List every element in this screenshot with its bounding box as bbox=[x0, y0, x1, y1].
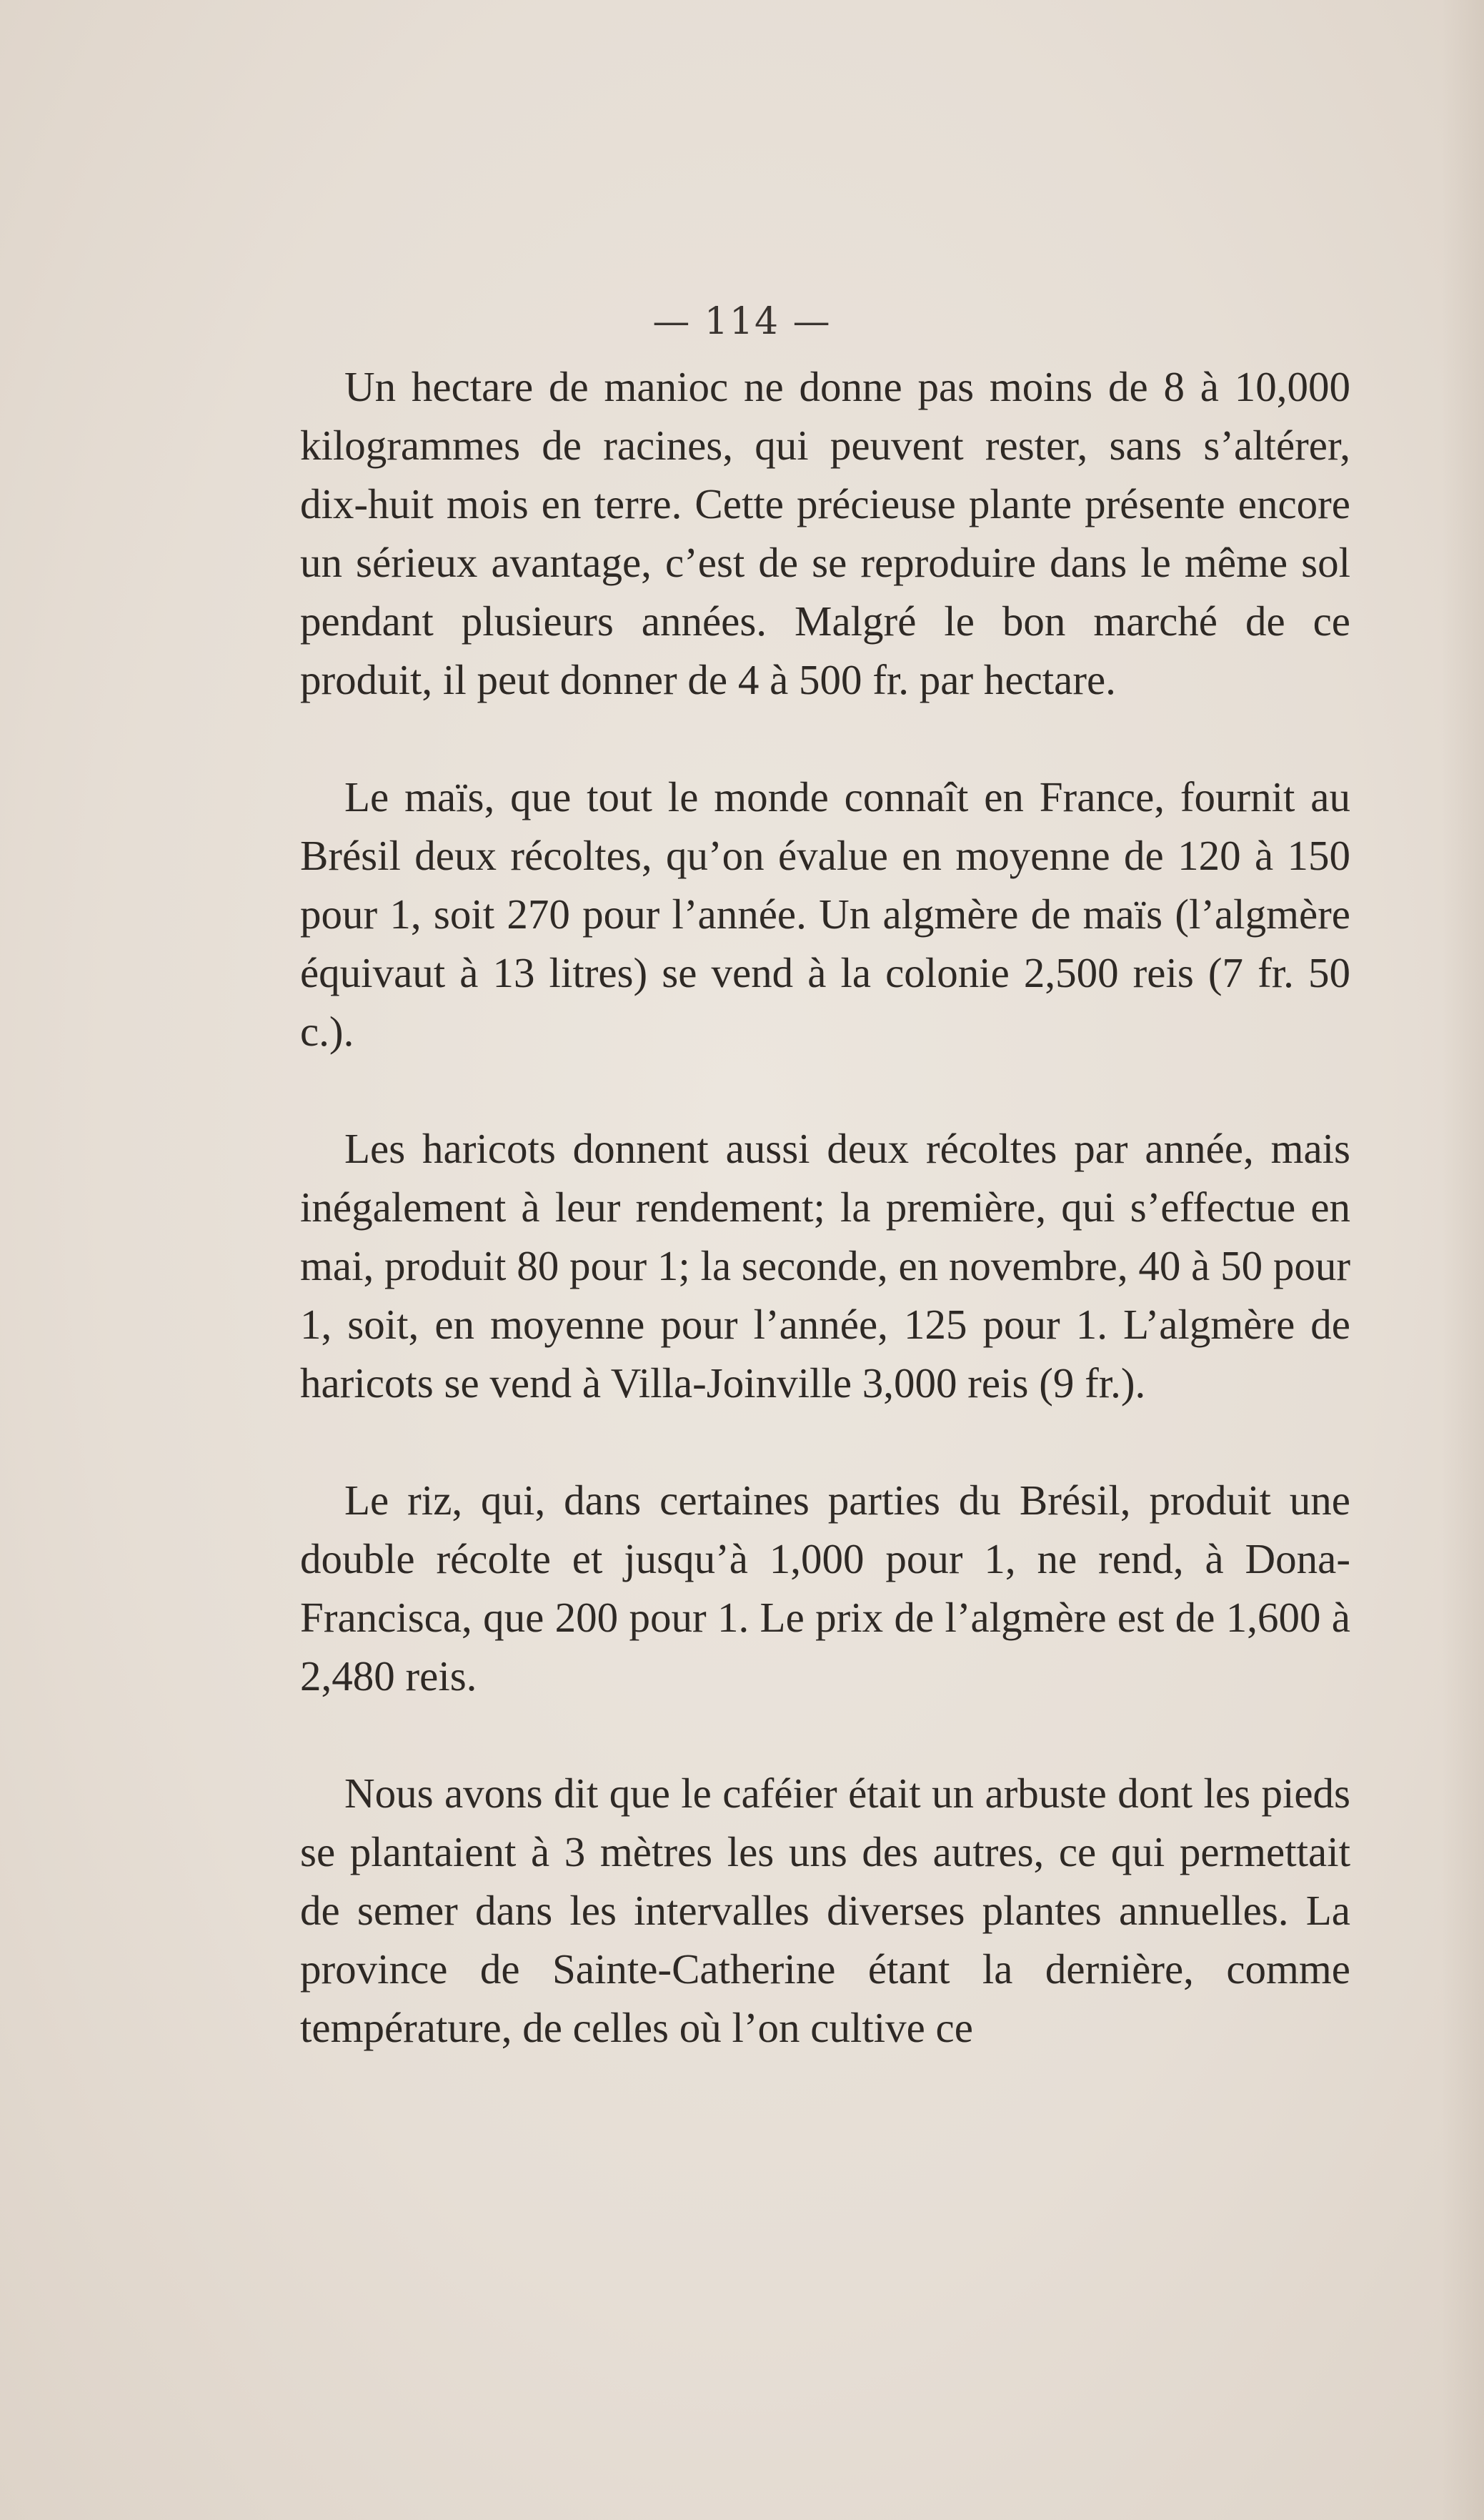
paragraph-mais: Le maïs, que tout le monde connaît en France, fournit au Brésil deux récoltes, qu’on évalue en moyenne de 120 à 150 pour 1, soit 270 pour l’année. Un algmère de maïs (l’algmère équivaut à 13 litres) se vend à la colonie 2,500 reis (7 fr. 50 c.). bbox=[300, 773, 1350, 1055]
paragraph-riz: Le riz, qui, dans certaines parties du Brésil, produit une double récolte et jusqu’à 1,000 pour 1, ne rend, à Dona-Francisca, que 200 pour 1. Le prix de l’algmère est de 1,600 à 2,480 reis. bbox=[300, 1477, 1350, 1700]
page-edge-shadow bbox=[1441, 0, 1484, 2520]
paragraph-manioc: Un hectare de manioc ne donne pas moins de 8 à 10,000 kilogrammes de racines, qui peuvent rester, sans s’altérer, dix-huit mois en terre. Cette précieuse plante présente encore un sérieux avantage, c’est de se reproduire dans le même sol pendant plusieurs années. Malgré le bon marché de ce produit, il peut donner de 4 à 500 fr. par hectare. bbox=[300, 363, 1350, 703]
body-text bbox=[300, 357, 1350, 2057]
paragraph-haricots: Les haricots donnent aussi deux récoltes par année, mais inégalement à leur rendement; la première, qui s’effectue en mai, produit 80 pour 1; la seconde, en novembre, 40 à 50 pour 1, soit, en moyenne pour l’année, 125 pour 1. L’algmère de haricots se vend à Villa-Joinville 3,000 reis (9 fr.). bbox=[300, 1125, 1350, 1407]
page-number: — 114 — bbox=[652, 300, 832, 343]
paragraph-cafeier: Nous avons dit que le caféier était un arbuste dont les pieds se plantaient à 3 mètres les uns des autres, ce qui permettait de semer dans les intervalles diverses plantes annuelles. La province de Sainte-Catherine étant la dernière, comme température, de celles où l’on cultive ce bbox=[300, 1770, 1350, 2051]
